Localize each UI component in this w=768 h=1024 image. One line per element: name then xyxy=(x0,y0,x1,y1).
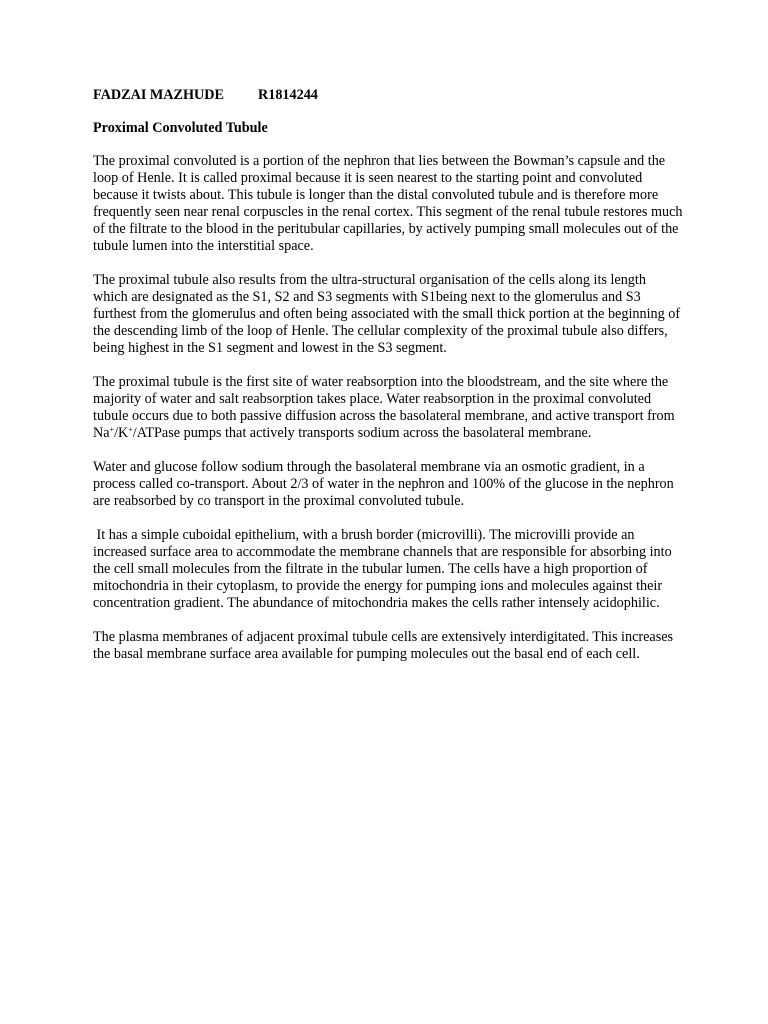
paragraph-3-text-end: /ATPase pumps that actively transports sodium across the basolateral membrane. xyxy=(132,425,592,441)
author-name: FADZAI MAZHUDE xyxy=(93,87,224,103)
paragraph-4: Water and glucose follow sodium through the basolateral membrane via an osmotic gradient, in a process called co-transport. About 2/3 of water in the nephron and 100% of the glucose in the nephron are reabsorbed by co transport in the proximal convoluted tubule. xyxy=(93,459,674,509)
paragraph-5: It has a simple cuboidal epithelium, with a brush border (microvilli). The microvilli provide an increased surface area to accommodate the membrane channels that are responsible for absorbing into the cell small molecules from the filtrate in the tubular lumen. The cells have a high proportion of mitochondria in their cytoplasm, to provide the energy for pumping ions and molecules against their concentration gradient. The abundance of mitochondria makes the cells rather intensely acidophilic. xyxy=(93,527,672,611)
student-id: R1814244 xyxy=(257,87,318,103)
paragraph-3-text-mid: /K xyxy=(114,425,129,441)
paragraph-3-text-start: The proximal tubule is the first site of water reabsorption into the bloodstream, and the site where the majority of water and salt reabsorption takes place. Water reabsorption in the proximal convoluted tubule occurs due to both passive diffusion across the basolateral membrane, and active transport from Na xyxy=(93,374,675,441)
potassium-charge-superscript: + xyxy=(128,425,133,434)
paragraph-1: The proximal convoluted is a portion of the nephron that lies between the Bowman’s capsule and the loop of Henle. It is called proximal because it is seen nearest to the starting point and convoluted because it twists about. This tubule is longer than the distal convoluted tubule and is therefore more frequently seen near renal corpuscles in the renal cortex. This segment of the renal tubule restores much of the filtrate to the blood in the peritubular capillaries, by actively pumping small molecules out of the tubule lumen into the interstitial space. xyxy=(93,153,683,254)
document-page xyxy=(93,87,683,680)
document-title: Proximal Convoluted Tubule xyxy=(93,120,268,136)
sodium-charge-superscript: + xyxy=(109,425,115,434)
paragraph-2: The proximal tubule also results from the ultra-structural organisation of the cells along its length which are designated as the S1, S2 and S3 segments with S1being next to the glomerulus and S3 furthest from the glomerulus and often being associated with the small thick portion at the beginning of the descending limb of the loop of Henle. The cellular complexity of the proximal tubule also differs, being highest in the S1 segment and lowest in the S3 segment. xyxy=(93,272,681,356)
author-header xyxy=(93,87,683,104)
paragraph-6: The plasma membranes of adjacent proximal tubule cells are extensively interdigitated. This increases the basal membrane surface area available for pumping molecules out the basal end of each cell. xyxy=(93,629,674,662)
paragraph-3 xyxy=(93,374,683,442)
